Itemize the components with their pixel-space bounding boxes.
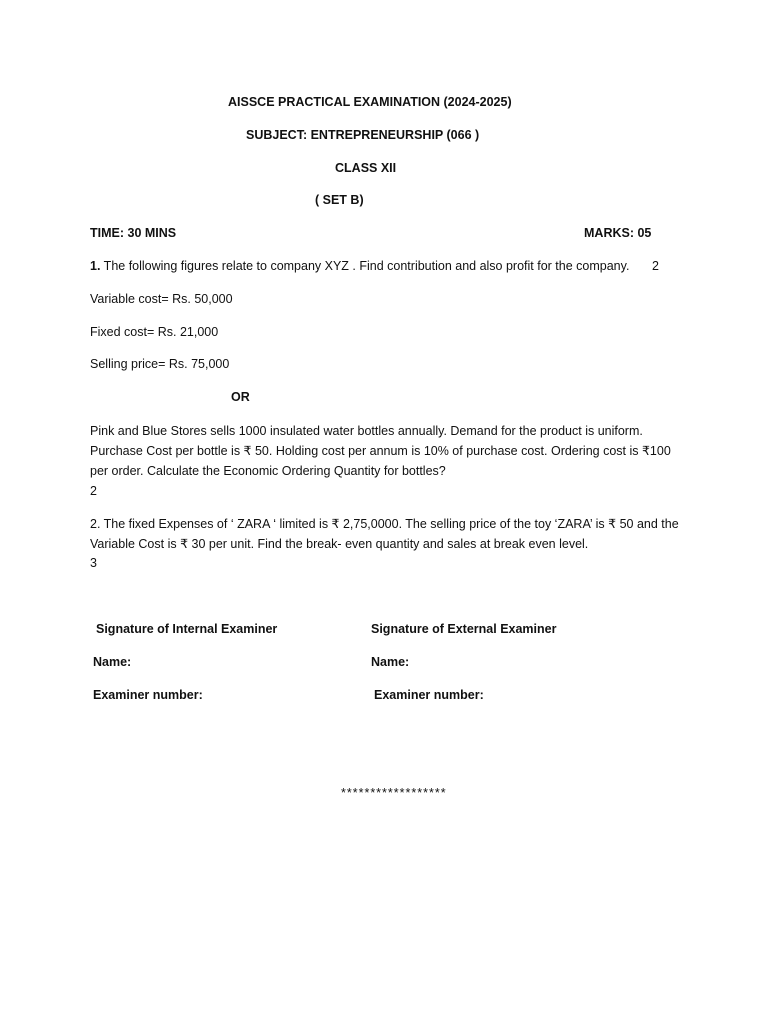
marks-label: MARKS: 05	[584, 226, 652, 240]
figure-selling-price: Selling price= Rs. 75,000	[90, 357, 230, 371]
question-1-text: The following figures relate to company XYZ . Find contribution and also profit for the company.	[100, 259, 630, 273]
external-name-label: Name:	[371, 655, 410, 669]
question-1-number: 1.	[90, 259, 101, 273]
question-1-alternative-marks: 2	[90, 484, 97, 498]
internal-name-label: Name:	[93, 655, 132, 669]
time-label: TIME: 30 MINS	[90, 226, 177, 240]
internal-signature-label: Signature of Internal Examiner	[96, 622, 278, 636]
question-2-marks: 3	[90, 556, 97, 570]
external-examiner-number-label: Examiner number:	[374, 688, 484, 702]
end-of-paper-stars: ******************	[341, 786, 447, 800]
or-separator: OR	[231, 390, 250, 404]
figure-variable-cost: Variable cost= Rs. 50,000	[90, 292, 233, 306]
exam-title: AISSCE PRACTICAL EXAMINATION (2024-2025)	[228, 95, 512, 109]
external-signature-label: Signature of External Examiner	[371, 622, 557, 636]
question-2: 2. The fixed Expenses of ‘ ZARA ‘ limited is ₹ 2,75,0000. The selling price of the toy ‘ZARA’ is ₹ 50 and the Variable Cost is ₹ 30 per unit. Find the break- even quantity and sales at break even level.	[90, 517, 679, 551]
question-1	[90, 259, 629, 273]
question-1-marks: 2	[652, 259, 659, 273]
internal-examiner-number-label: Examiner number:	[93, 688, 203, 702]
class-line: CLASS XII	[335, 161, 397, 175]
set-line: ( SET B)	[315, 193, 364, 207]
figure-fixed-cost: Fixed cost= Rs. 21,000	[90, 325, 219, 339]
question-1-alternative: Pink and Blue Stores sells 1000 insulated water bottles annually. Demand for the product is uniform. Purchase Cost per bottle is ₹ 50. Holding cost per annum is 10% of purchase cost. Ordering cost is ₹100 per order. Calculate the Economic Ordering Quantity for bottles?	[90, 424, 671, 478]
subject-line: SUBJECT: ENTREPRENEURSHIP (066 )	[246, 128, 480, 142]
